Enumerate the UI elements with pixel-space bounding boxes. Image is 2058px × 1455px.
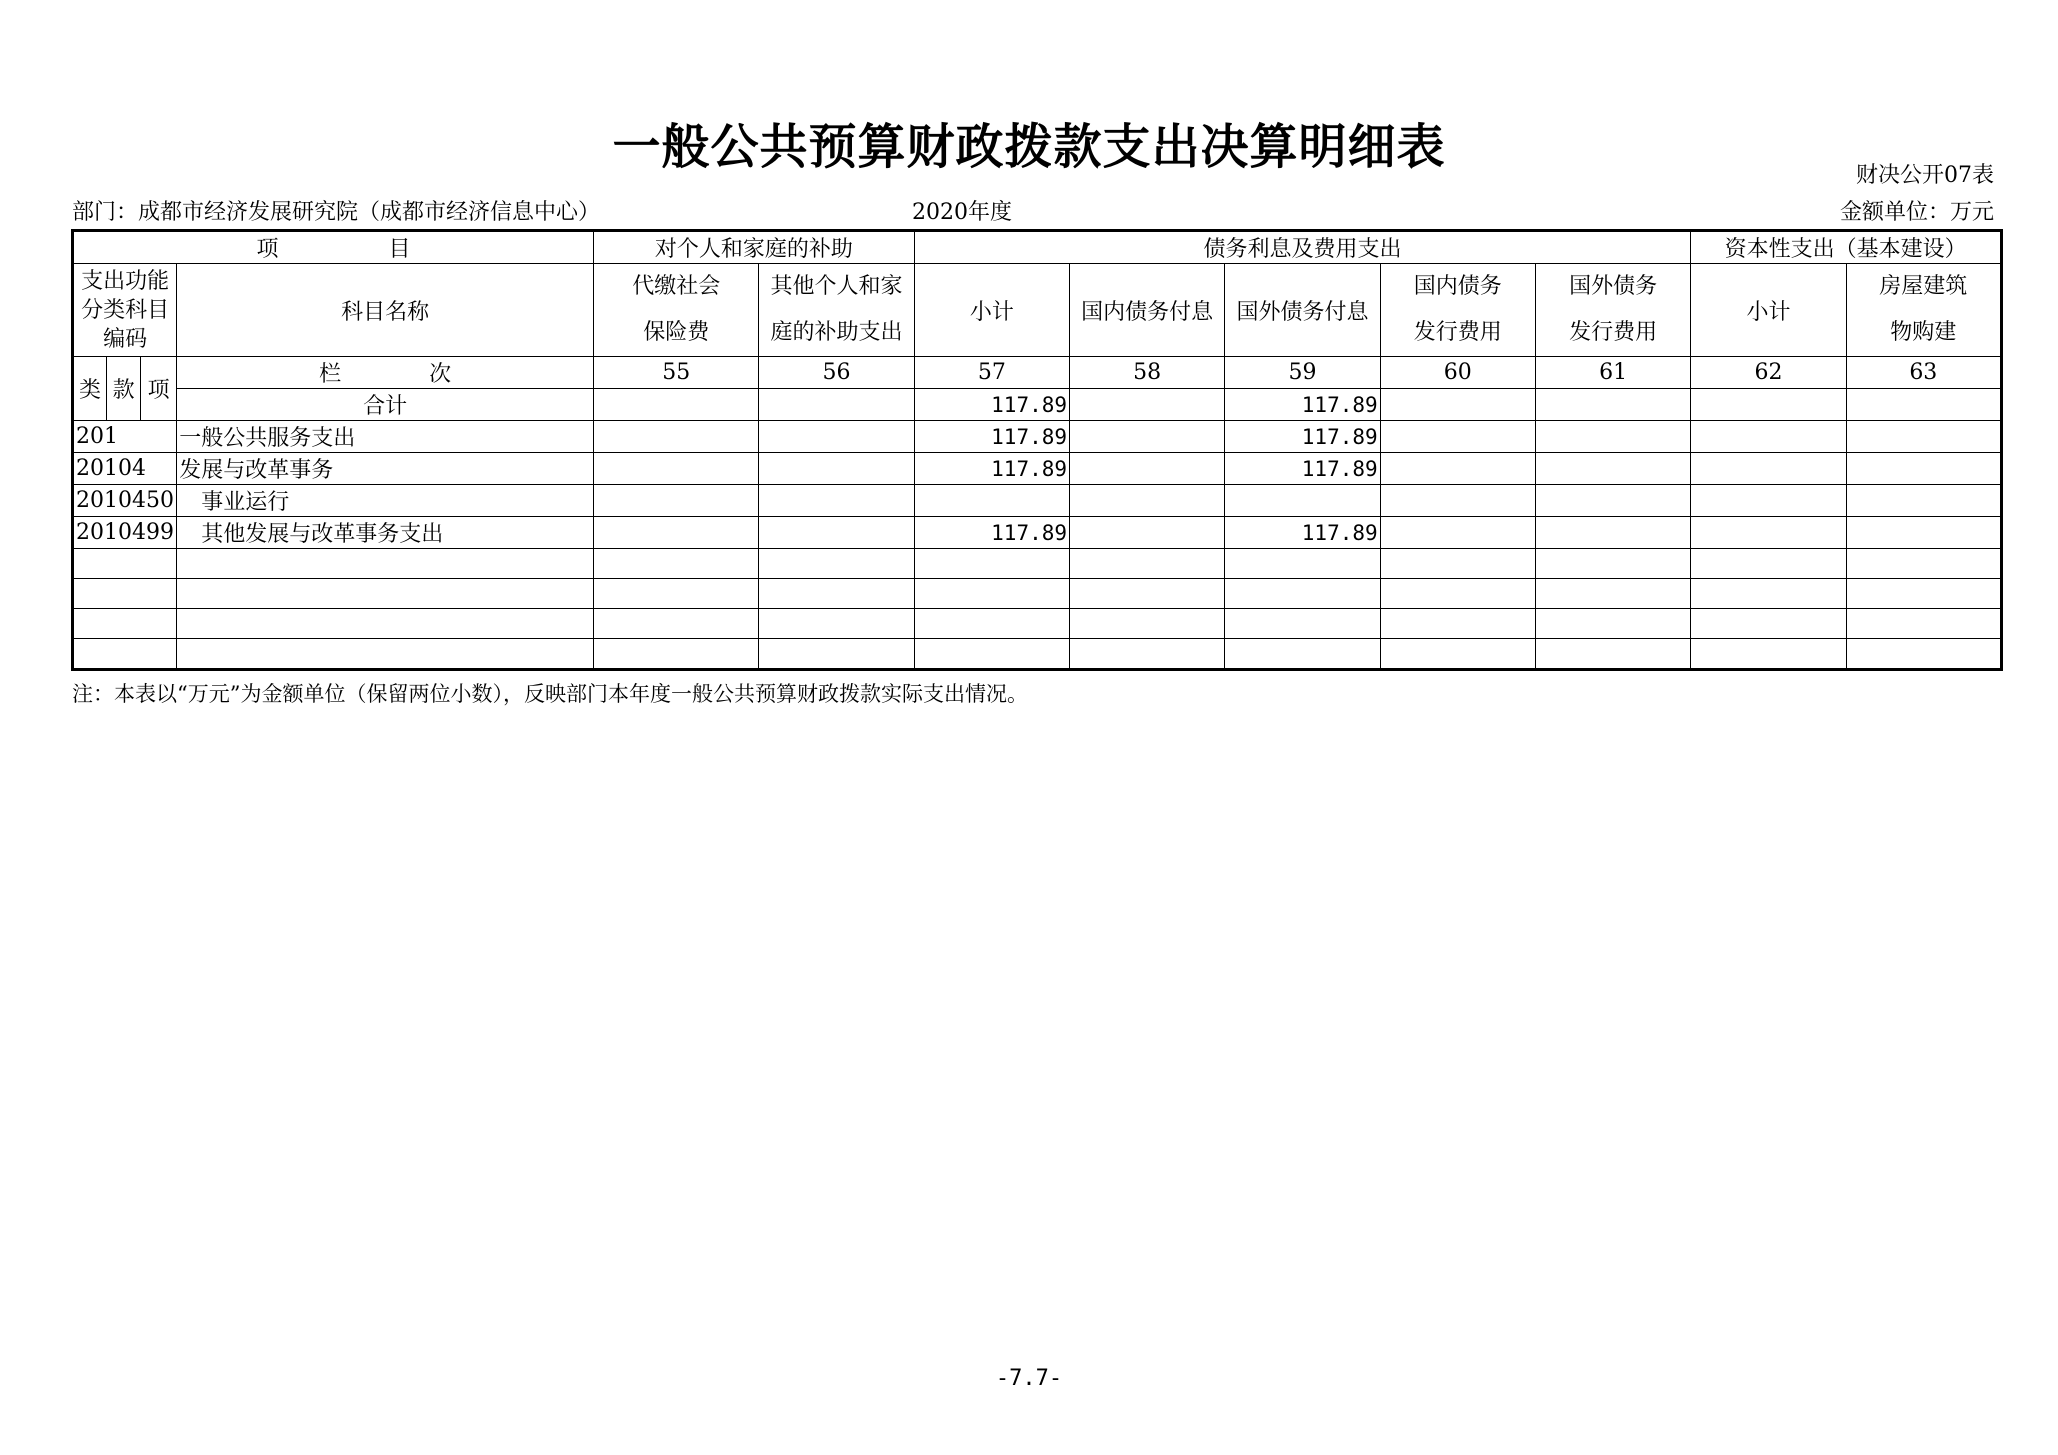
header-col-59: 国外债务付息 [1225,264,1380,357]
row-col-57: 117.89 [914,421,1069,453]
header-kuan: 款 [107,357,141,421]
table-cell [1380,421,1535,453]
table-cell [1846,453,2001,485]
empty-row [73,609,2002,639]
header-item: 项 目 [73,231,594,264]
table-cell [1070,517,1225,549]
row-col-57 [914,485,1069,517]
header-group-capital: 资本性支出（基本建设） [1691,231,2002,264]
row-col-59: 117.89 [1225,517,1380,549]
column-number: 59 [1225,357,1380,389]
fiscal-year: 2020年度 [912,200,1012,225]
form-code: 财决公开07表 [1856,163,1994,188]
table-cell [759,485,914,517]
row-name: 发展与改革事务 [177,453,594,485]
table-cell [1846,389,2001,421]
row-code: 20104 [73,453,177,485]
empty-row [73,549,2002,579]
total-col-57: 117.89 [914,389,1069,421]
expenditure-table [71,229,2003,671]
header-lei: 类 [73,357,107,421]
row-col-59: 117.89 [1225,453,1380,485]
table-cell [759,453,914,485]
table-cell [1691,453,1846,485]
table-cell [1535,517,1690,549]
header-col-57: 小计 [914,264,1069,357]
header-col-61: 国外债务发行费用 [1535,264,1690,357]
header-col-56: 其他个人和家庭的补助支出 [759,264,914,357]
row-col-57: 117.89 [914,453,1069,485]
empty-row [73,579,2002,609]
table-cell [1691,421,1846,453]
header-xiang: 项 [141,357,177,421]
table-cell [759,517,914,549]
footnote: 注：本表以“万元”为金额单位（保留两位小数），反映部门本年度一般公共预算财政拨款实际支出情况。 [72,682,1028,706]
column-number: 58 [1070,357,1225,389]
page-title: 一般公共预算财政拨款支出决算明细表 [612,119,1446,175]
table-row [73,421,2002,453]
table-cell [1846,485,2001,517]
table-cell [594,389,759,421]
table-cell [1380,517,1535,549]
table-cell [1535,421,1690,453]
header-col-55: 代缴社会保险费 [594,264,759,357]
header-col-58: 国内债务付息 [1070,264,1225,357]
empty-row [73,639,2002,670]
department-label: 部门：成都市经济发展研究院（成都市经济信息中心） [72,200,601,225]
table-cell [1691,389,1846,421]
header-col-62: 小计 [1691,264,1846,357]
table-cell [759,389,914,421]
table-cell [1380,389,1535,421]
table-cell [1380,485,1535,517]
table-row [73,453,2002,485]
row-name: 事业运行 [177,485,594,517]
column-number: 55 [594,357,759,389]
table-cell [1535,453,1690,485]
column-number: 60 [1380,357,1535,389]
row-col-59: 117.89 [1225,421,1380,453]
table-cell [1846,421,2001,453]
table-cell [594,485,759,517]
header-subject-name: 科目名称 [177,264,594,357]
total-row [73,389,2002,421]
header-col-60: 国内债务发行费用 [1380,264,1535,357]
table-cell [594,517,759,549]
header-col-63: 房屋建筑物购建 [1846,264,2001,357]
header-row-columns [73,264,2002,357]
column-number-row [73,357,2002,389]
header-group-personal: 对个人和家庭的补助 [594,231,915,264]
table-cell [594,453,759,485]
table-cell [759,421,914,453]
page-number: -7.7- [995,1366,1063,1391]
row-code: 2010450 [73,485,177,517]
total-col-59: 117.89 [1225,389,1380,421]
row-col-57: 117.89 [914,517,1069,549]
table-cell [594,421,759,453]
table-cell [1070,485,1225,517]
table-row [73,517,2002,549]
header-row-groups [73,231,2002,264]
row-code: 2010499 [73,517,177,549]
table-cell [1070,453,1225,485]
total-label: 合计 [177,389,594,421]
table-cell [1535,485,1690,517]
table-cell [1846,517,2001,549]
header-lanci: 栏 次 [177,357,594,389]
table-cell [1691,517,1846,549]
header-func-code: 支出功能分类科目编码 [73,264,177,357]
table-cell [1691,485,1846,517]
row-code: 201 [73,421,177,453]
column-number: 63 [1846,357,2001,389]
table-row [73,485,2002,517]
table-cell [1535,389,1690,421]
column-number: 62 [1691,357,1846,389]
table-cell [1070,389,1225,421]
column-number: 61 [1535,357,1690,389]
amount-unit: 金额单位：万元 [1839,200,1994,225]
row-name: 其他发展与改革事务支出 [177,517,594,549]
column-number: 56 [759,357,914,389]
table-cell [1380,453,1535,485]
row-name: 一般公共服务支出 [177,421,594,453]
row-col-59 [1225,485,1380,517]
header-group-debt: 债务利息及费用支出 [914,231,1691,264]
column-number: 57 [914,357,1069,389]
table-cell [1070,421,1225,453]
